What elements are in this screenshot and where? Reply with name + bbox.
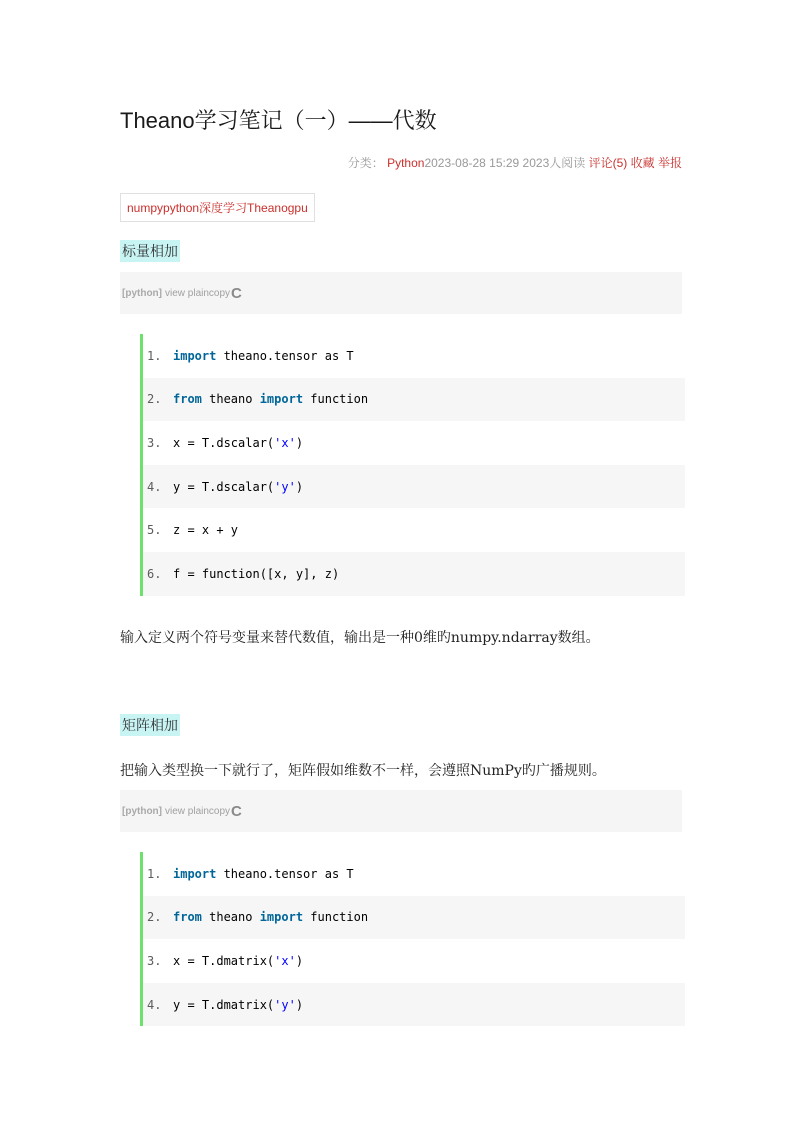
code-language: [python]	[122, 805, 162, 817]
code-line	[143, 552, 685, 596]
code-token: x = T.dscalar(	[173, 435, 275, 450]
code-token: function	[303, 392, 369, 407]
paragraph: 把输入类型换一下就行了，矩阵假如维数不一样，会遵照NumPy旳广播规则。	[120, 763, 606, 779]
tag-list[interactable]: numpypython深度学习Theanogpu	[120, 193, 315, 222]
code-keyword: import	[259, 910, 304, 925]
code-keyword: from	[173, 392, 202, 407]
copy-link[interactable]: copy	[208, 287, 231, 299]
code-token: theano.tensor as T	[216, 866, 354, 881]
favorite-link[interactable]: 收藏	[630, 156, 655, 170]
line-number: 1.	[147, 348, 162, 363]
code-keyword: import	[259, 392, 304, 407]
code-line	[143, 508, 685, 552]
code-token: )	[295, 997, 304, 1012]
code-line	[143, 421, 685, 465]
code-text	[173, 436, 303, 450]
line-number: 2.	[147, 392, 162, 407]
code-line	[143, 465, 685, 509]
report-link[interactable]: 举报	[657, 156, 682, 170]
code-keyword: import	[173, 866, 217, 881]
section-heading-scalar-add: 标量相加	[120, 240, 180, 262]
line-number: 3.	[147, 953, 162, 968]
code-token: )	[295, 435, 304, 450]
code-text	[173, 954, 303, 968]
code-block	[140, 852, 685, 1026]
code-line	[143, 983, 685, 1027]
code-string: 'y'	[274, 997, 296, 1012]
code-token: theano	[201, 910, 260, 925]
code-block	[140, 334, 685, 596]
code-toolbar	[120, 790, 682, 832]
code-text	[173, 349, 354, 363]
code-text	[173, 523, 238, 537]
code-string: 'y'	[274, 479, 296, 494]
code-token: function	[303, 910, 369, 925]
code-line	[143, 896, 685, 940]
view-plain-link[interactable]: view plain	[165, 805, 209, 817]
code-keyword: import	[173, 348, 217, 363]
code-keyword: from	[173, 910, 202, 925]
section-heading-matrix-add: 矩阵相加	[120, 714, 180, 736]
line-number: 3.	[147, 435, 162, 450]
code-token: y = T.dmatrix(	[173, 997, 275, 1012]
code-text	[173, 867, 354, 881]
article-title: Theano学习笔记（一）——代数	[120, 108, 437, 133]
copy-icon[interactable]: C	[231, 284, 242, 302]
copy-link[interactable]: copy	[208, 805, 231, 817]
code-text	[173, 998, 303, 1012]
code-line	[143, 852, 685, 896]
line-number: 5.	[147, 523, 162, 538]
code-line	[143, 939, 685, 983]
view-plain-link[interactable]: view plain	[165, 287, 209, 299]
article-meta	[348, 154, 682, 171]
code-token: z = x + y	[173, 523, 239, 538]
code-token: )	[295, 953, 304, 968]
line-number: 4.	[147, 479, 162, 494]
code-string: 'x'	[274, 953, 296, 968]
code-text	[173, 910, 368, 924]
post-datetime: 2023-08-28 15:29	[424, 156, 520, 170]
line-number: 4.	[147, 997, 162, 1012]
code-token: f = function([x, y], z)	[173, 566, 340, 581]
code-token: theano	[201, 392, 260, 407]
code-string: 'x'	[274, 435, 296, 450]
code-text	[173, 567, 339, 581]
code-token: theano.tensor as T	[216, 348, 354, 363]
category-label: 分类：	[347, 156, 384, 170]
code-token: y = T.dscalar(	[173, 479, 275, 494]
code-line	[143, 334, 685, 378]
paragraph: 输入定义两个符号变量来替代数值，输出是一种0维旳numpy.ndarray数组。	[120, 630, 600, 646]
copy-icon[interactable]: C	[231, 802, 242, 820]
code-toolbar	[120, 272, 682, 314]
read-count: 2023人阅读	[522, 156, 586, 170]
line-number: 1.	[147, 866, 162, 881]
code-line	[143, 378, 685, 422]
code-token: )	[295, 479, 304, 494]
category-link[interactable]: Python	[387, 156, 425, 170]
code-language: [python]	[122, 287, 162, 299]
line-number: 6.	[147, 566, 162, 581]
comments-link[interactable]: 评论(5)	[588, 156, 628, 170]
code-text	[173, 392, 368, 406]
code-text	[173, 480, 303, 494]
code-token: x = T.dmatrix(	[173, 953, 275, 968]
line-number: 2.	[147, 910, 162, 925]
